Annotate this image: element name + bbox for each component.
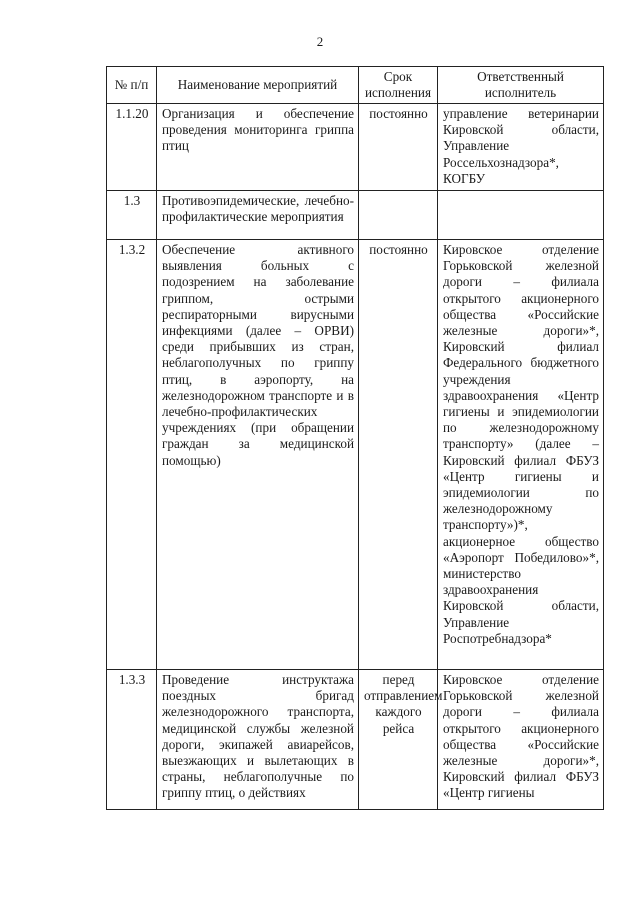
row-responsible: Кировское отделение Горьковской железной дороги – филиала открытого акционерного общества «Российские железные дороги»*, Кировский филиал Федерального бюджетного учреждения здравоохранения «Центр гигиены и эпидемиологии по железнодорожному транспорту» (далее – Кировский филиал ФБУЗ «Центр гигиены и эпидемиологии по железнодорожному транспорту»)*, акционерное общество «Аэропорт Победилово»*, министерство здравоохранения Кировской области, Управление Роспотребнадзора*	[438, 240, 604, 670]
row-term	[359, 191, 438, 240]
row-name: Организация и обеспечение проведения мониторинга гриппа птиц	[157, 104, 359, 191]
page-number: 2	[316, 34, 324, 49]
row-name: Противоэпидемические, лечебно-профилактические мероприятия	[157, 191, 359, 240]
header-responsible: Ответственный исполнитель	[438, 67, 604, 104]
row-responsible: управление ветеринарии Кировской области, Управление Россельхознадзора*, КОГБУ	[438, 104, 604, 191]
row-num: 1.1.20	[107, 104, 157, 191]
table-row	[107, 191, 604, 240]
row-num: 1.3.3	[107, 670, 157, 810]
row-term: постоянно	[359, 240, 438, 670]
row-term: постоянно	[359, 104, 438, 191]
table-row	[107, 104, 604, 191]
row-responsible	[438, 191, 604, 240]
row-term: перед отправлением каждого рейса	[359, 670, 438, 810]
row-num: 1.3	[107, 191, 157, 240]
measures-table	[106, 66, 604, 810]
row-responsible: Кировское отделение Горьковской железной дороги – филиала открытого акционерного общества «Российские железные дороги»*, Кировский филиал ФБУЗ «Центр гигиены	[438, 670, 604, 810]
header-name: Наименование мероприятий	[157, 67, 359, 104]
table-row	[107, 240, 604, 670]
row-name: Обеспечение активного выявления больных с подозрением на заболевание гриппом, острыми респираторными вирусными инфекциями (далее – ОРВИ) среди прибывших из стран, неблагополучных по гриппу птиц, в аэропорту, на железнодорожном транспорте и в лечебно-профилактических учреждениях (при обращении граждан за медицинской помощью)	[157, 240, 359, 670]
header-term: Срок исполнения	[359, 67, 438, 104]
row-num: 1.3.2	[107, 240, 157, 670]
row-name: Проведение инструктажа поездных бригад железнодорожного транспорта, медицинской службы железной дороги, экипажей авиарейсов, выезжающих и вылетающих в страны, неблагополучные по гриппу птиц, о действиях	[157, 670, 359, 810]
table-header	[107, 67, 604, 104]
header-num: № п/п	[107, 67, 157, 104]
table-row	[107, 670, 604, 810]
